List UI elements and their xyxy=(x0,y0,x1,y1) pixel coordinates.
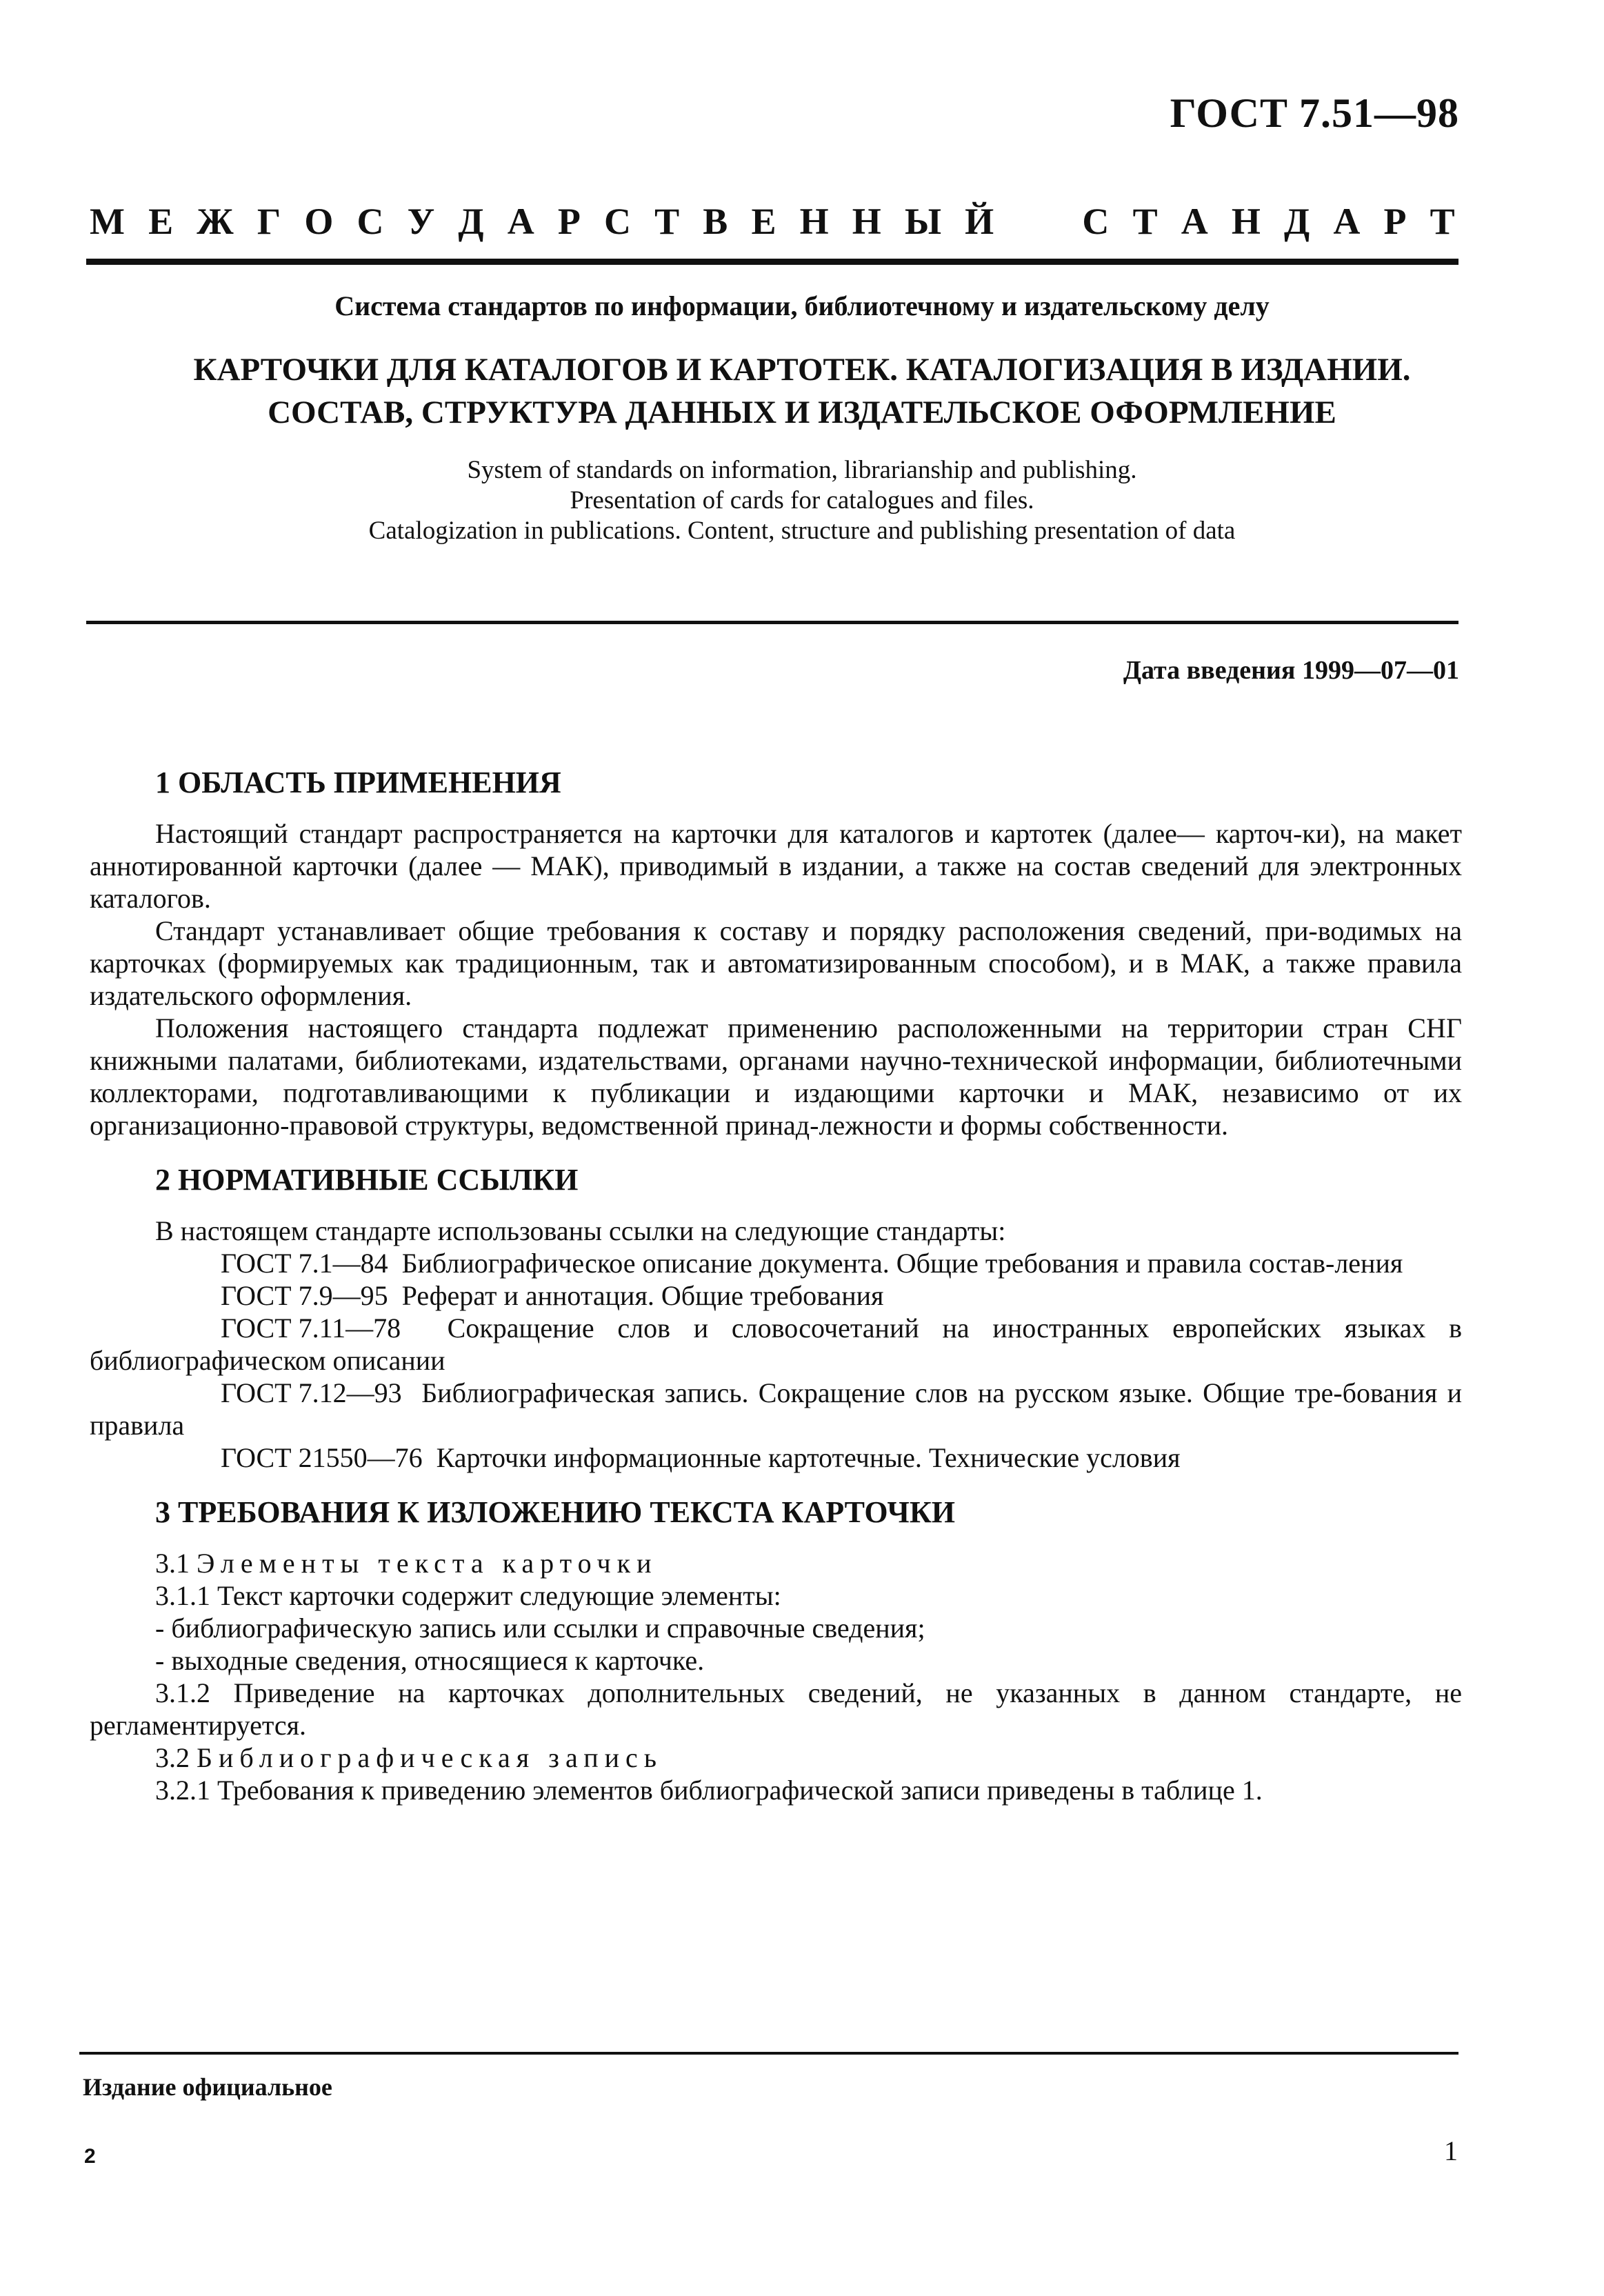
interstate-letter: Е xyxy=(148,201,174,242)
interstate-letter: М xyxy=(90,201,125,242)
title-en-line: Catalogization in publications. Content, structure and publishing presentation of data xyxy=(368,517,1236,545)
interstate-letter: Т xyxy=(654,201,680,242)
reference-title: Карточки информационные картотечные. Технические условия xyxy=(436,1442,1181,1473)
interstate-letter: Ж xyxy=(197,201,234,242)
interstate-letter: А xyxy=(1181,201,1208,242)
interstate-letter: С xyxy=(603,201,631,242)
interstate-letter: Р xyxy=(557,201,581,242)
header-rule xyxy=(86,259,1458,265)
introduction-date: Дата введения 1999—07—01 xyxy=(1123,656,1459,685)
reference-item xyxy=(90,1377,1462,1441)
title-rule xyxy=(86,621,1458,624)
interstate-letter: С xyxy=(357,201,384,242)
subsection-title: Элементы текста карточки xyxy=(197,1548,658,1579)
interstate-letter: Е xyxy=(751,201,776,242)
reference-item xyxy=(90,1247,1462,1279)
title-ru-line: СОСТАВ, СТРУКТУРА ДАННЫХ И ИЗДАТЕЛЬСКОЕ ОФОРМЛЕНИЕ xyxy=(268,395,1336,430)
paragraph: В настоящем стандарте использованы ссылки на следующие стандарты: xyxy=(155,1215,1006,1246)
interstate-letter: Н xyxy=(1231,201,1261,242)
paragraph: 3.1.2 Приведение на карточках дополнительных сведений, не указанных в данном стандарте, не регламентируется. xyxy=(90,1677,1462,1741)
reference-title: Сокращение слов и словосочетаний на иностранных европейских языках в библиографическом описании xyxy=(90,1312,1463,1376)
word-gap xyxy=(1017,200,1059,243)
interstate-letter: О xyxy=(304,201,334,242)
subsection-number: 3.1 xyxy=(155,1548,190,1579)
interstate-letter: В xyxy=(703,201,728,242)
interstate-letter: Д xyxy=(458,201,484,242)
interstate-letter: Т xyxy=(1132,201,1158,242)
paragraph: Настоящий стандарт распространяется на карточки для каталогов и картотек (далее— карточ-ки), на макет аннотированной карточки (далее — МАК), приводимый в издании, а также на состав сведений для электронных каталогов. xyxy=(90,818,1462,914)
interstate-letter: Й xyxy=(965,201,994,242)
paragraph: Положения настоящего стандарта подлежат применению расположенными на территории стран СНГ книжными палатами, библиотеками, издательствами, органами научно-технической информации, библиотечными коллекторами, подготавливающими к публикации и издающими карточки и МАК, независимо от их организационно-правовой структуры, ведомственной принад-лежности и формы собственности. xyxy=(90,1012,1462,1141)
reference-item xyxy=(90,1279,1462,1312)
footer-left-number: 2 xyxy=(84,2145,96,2168)
section-heading: 1 ОБЛАСТЬ ПРИМЕНЕНИЯ xyxy=(155,766,561,799)
reference-code: ГОСТ 7.11—78 xyxy=(221,1312,401,1344)
reference-code: ГОСТ 7.12—93 xyxy=(221,1377,402,1408)
list-item: - библиографическую запись или ссылки и справочные сведения; xyxy=(155,1613,925,1644)
footer-rule xyxy=(79,2052,1458,2055)
document-body xyxy=(90,762,1462,1806)
title-en-line: System of standards on information, librarianship and publishing. xyxy=(467,456,1137,484)
paragraph: 3.1.1 Текст карточки содержит следующие элементы: xyxy=(155,1580,781,1611)
interstate-letter: Н xyxy=(852,201,881,242)
gost-code: ГОСТ 7.51—98 xyxy=(1170,90,1459,136)
page-number: 1 xyxy=(1444,2135,1458,2166)
list-item: - выходные сведения, относящиеся к карточке. xyxy=(155,1645,705,1676)
interstate-letter: Ы xyxy=(904,201,941,242)
interstate-letter: У xyxy=(407,201,435,242)
subsection-heading xyxy=(90,1547,1462,1579)
reference-title: Библиографическое описание документа. Общие требования и правила состав-ления xyxy=(401,1248,1403,1279)
document-title-russian xyxy=(0,348,1604,434)
paragraph: 3.2.1 Требования к приведению элементов библиографической записи приведены в таблице 1. xyxy=(155,1775,1263,1806)
subsection-heading xyxy=(90,1741,1462,1774)
official-edition-label: Издание официальное xyxy=(83,2073,332,2101)
interstate-letter: А xyxy=(1333,201,1361,242)
interstate-letter: С xyxy=(1082,201,1110,242)
title-en-line: Presentation of cards for catalogues and files. xyxy=(570,486,1034,515)
reference-code: ГОСТ 21550—76 xyxy=(221,1442,423,1473)
title-ru-line: КАРТОЧКИ ДЛЯ КАТАЛОГОВ И КАРТОТЕК. КАТАЛОГИЗАЦИЯ В ИЗДАНИИ. xyxy=(193,352,1411,388)
interstate-letter: Н xyxy=(799,201,829,242)
reference-code: ГОСТ 7.1—84 xyxy=(221,1248,388,1279)
interstate-standard-heading xyxy=(90,200,1455,243)
paragraph: Стандарт устанавливает общие требования к составу и порядку расположения сведений, при-водимых на карточках (формируемых как традиционным, так и автоматизированным способом), и в МАК, а также правила издательского оформления. xyxy=(90,915,1462,1011)
system-of-standards-line: Система стандартов по информации, библиотечному и издательскому делу xyxy=(334,290,1270,321)
interstate-letter: Д xyxy=(1284,201,1310,242)
document-title-english xyxy=(0,455,1604,546)
interstate-letter: А xyxy=(507,201,534,242)
reference-code: ГОСТ 7.9—95 xyxy=(221,1280,388,1311)
section-heading: 2 НОРМАТИВНЫЕ ССЫЛКИ xyxy=(155,1163,579,1197)
interstate-letter: Г xyxy=(257,201,281,242)
subsection-title: Библиографическая запись xyxy=(197,1742,663,1773)
reference-title: Библиографическая запись. Сокращение слов на русском языке. Общие тре-бования и правила xyxy=(90,1377,1462,1441)
subsection-number: 3.2 xyxy=(155,1742,190,1773)
interstate-letter: Р xyxy=(1383,201,1407,242)
reference-item xyxy=(90,1441,1462,1474)
reference-title: Реферат и аннотация. Общие требования xyxy=(401,1280,884,1311)
interstate-letter: Т xyxy=(1430,201,1455,242)
section-heading: 3 ТРЕБОВАНИЯ К ИЗЛОЖЕНИЮ ТЕКСТА КАРТОЧКИ xyxy=(155,1495,955,1529)
reference-item xyxy=(90,1312,1462,1377)
